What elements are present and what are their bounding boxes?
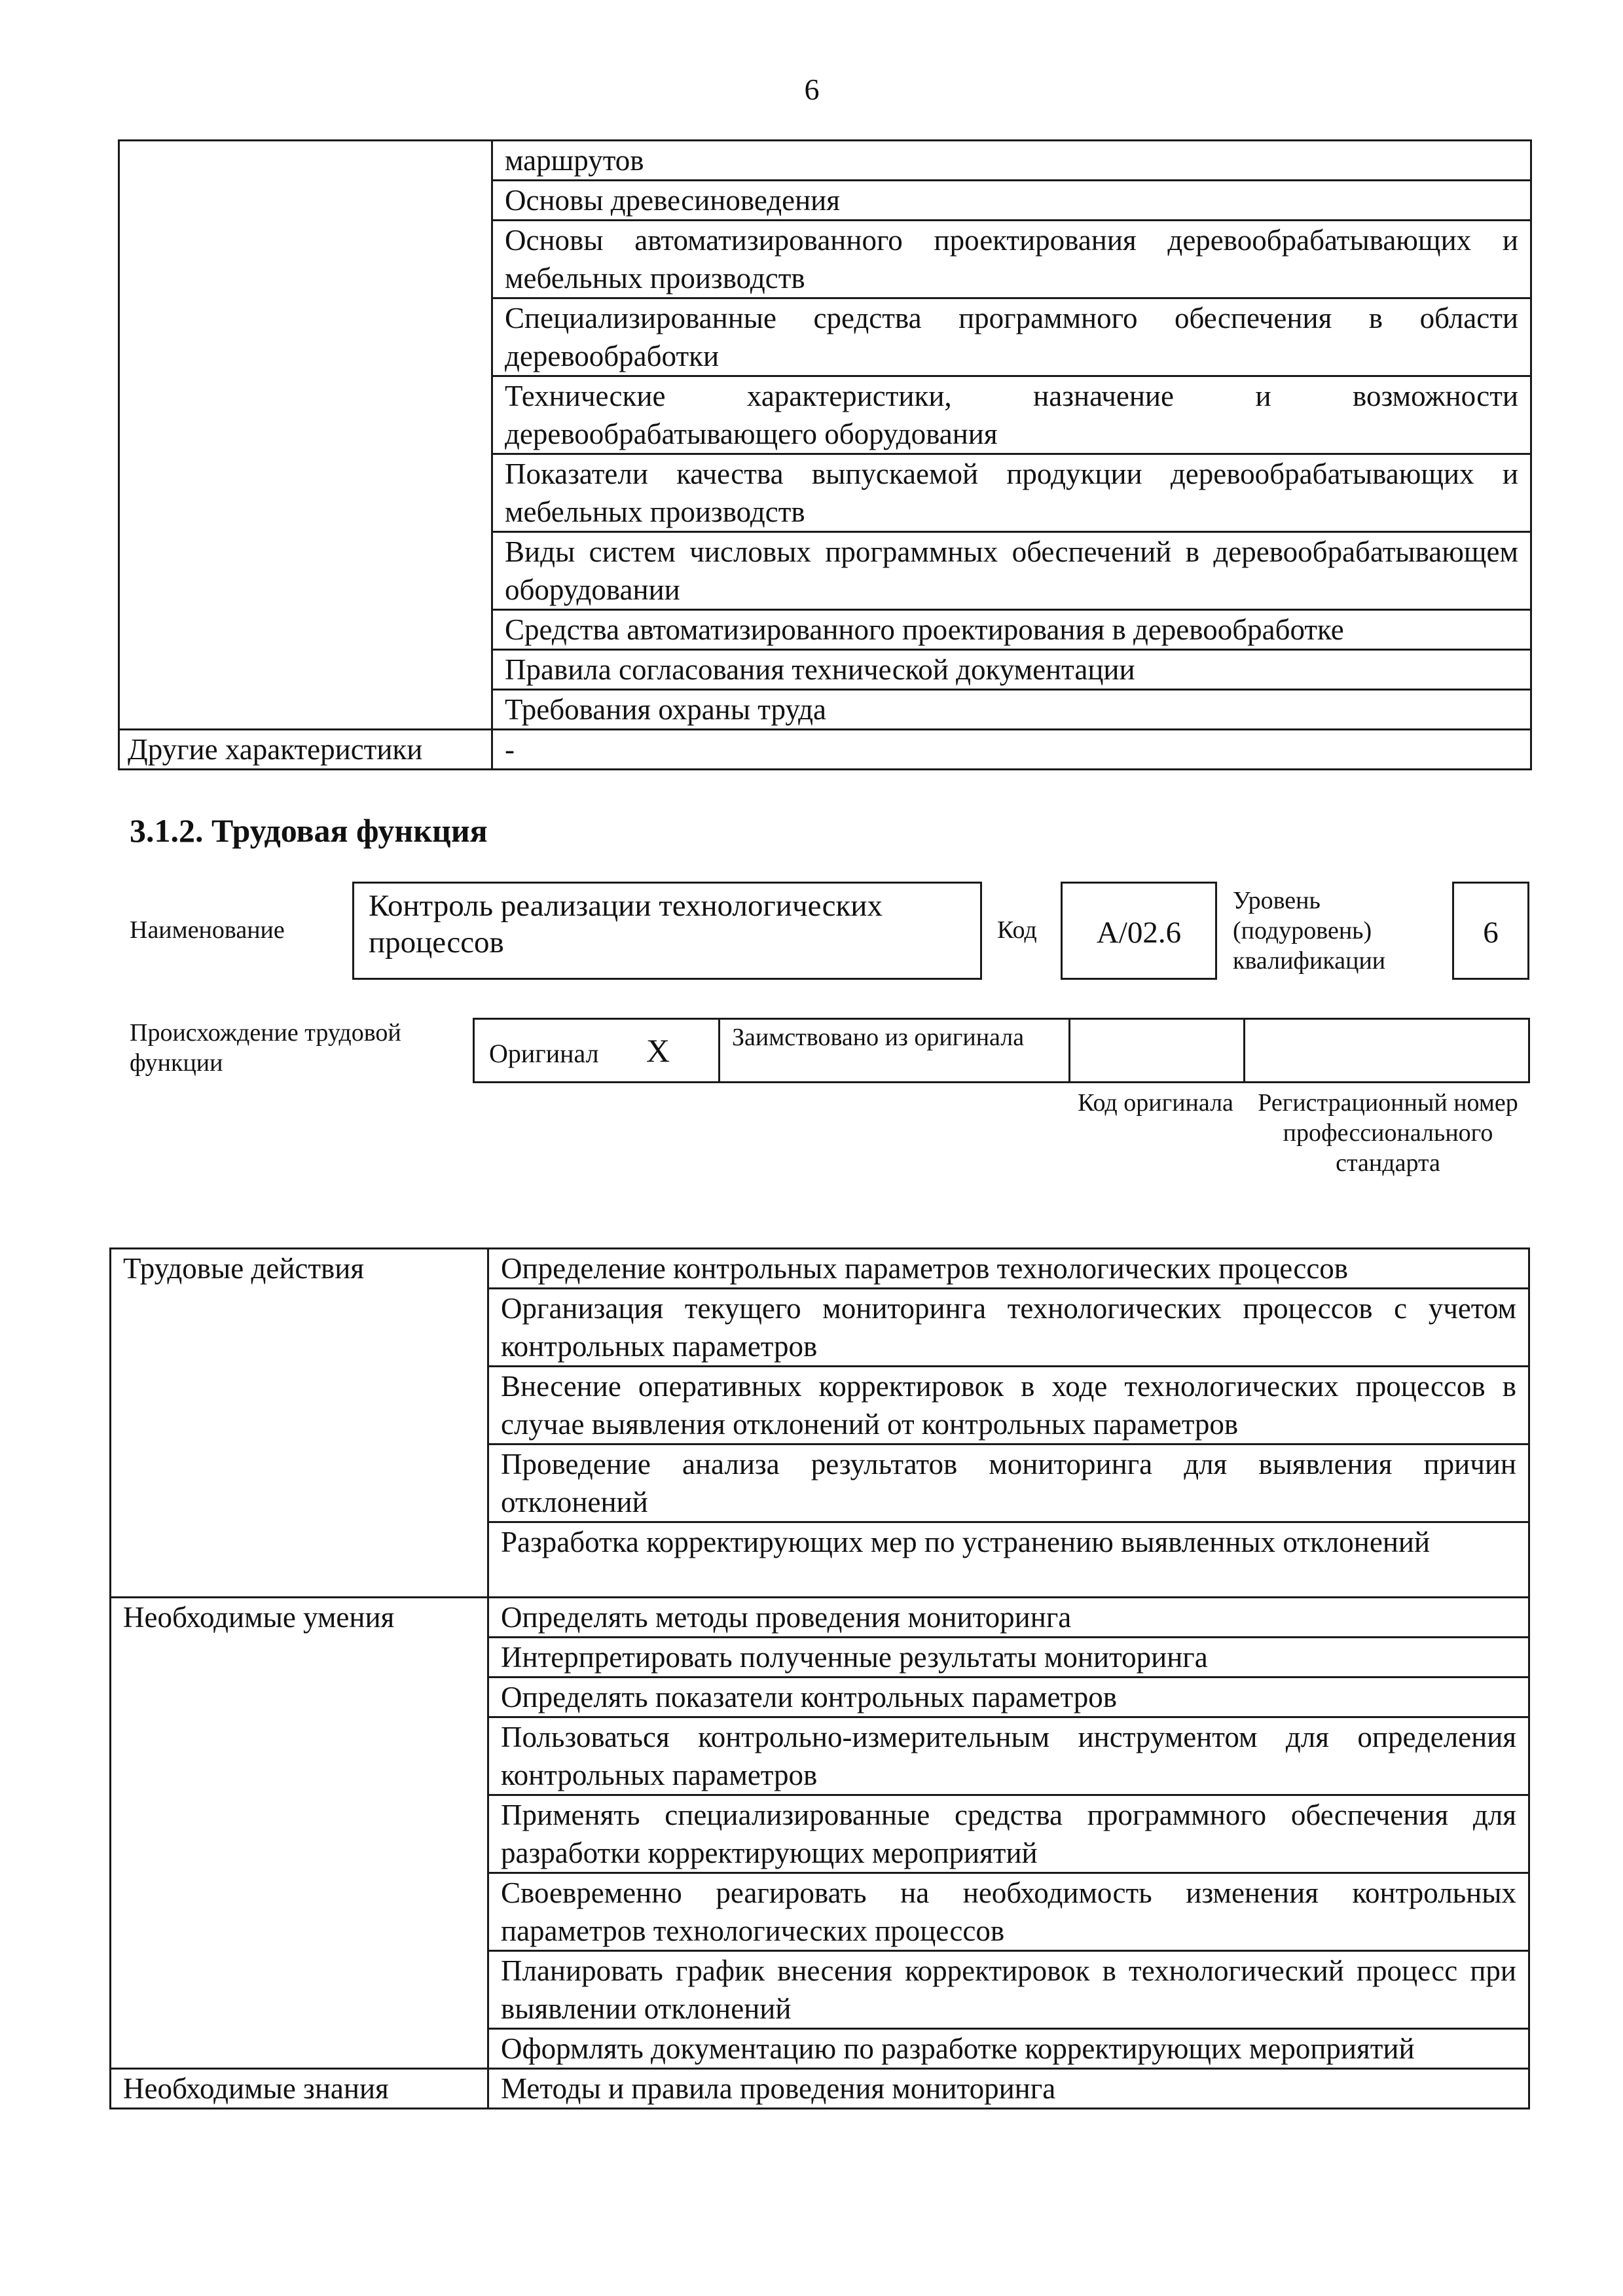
table-row: Своевременно реагировать на необходимость изменения контрольных параметров технологических процессов [488, 1873, 1529, 1951]
function-name-box: Контроль реализации технологических процессов [352, 882, 982, 980]
table-row: Внесение оперативных корректировок в ходе технологических процессов в случае выявления отклонений от контрольных параметров [488, 1367, 1529, 1444]
section-heading: 3.1.2. Трудовая функция [130, 812, 488, 849]
knowledge-table-continued [118, 139, 1532, 770]
table-row: Организация текущего мониторинга технологических процессов с учетом контрольных параметров [488, 1289, 1529, 1367]
level-value-box: 6 [1452, 882, 1529, 980]
other-characteristics-value: - [492, 730, 1531, 770]
table-label-cell-empty [119, 141, 492, 730]
table-row: Планировать график внесения корректировок в технологический процесс при выявлении отклонений [488, 1951, 1529, 2029]
table-row: Применять специализированные средства программного обеспечения для разработки корректирующих мероприятий [488, 1795, 1529, 1873]
table-row: Методы и правила проведения мониторинга [488, 2069, 1529, 2109]
table-row: Требования охраны труда [492, 690, 1531, 730]
page-number: 6 [804, 73, 820, 106]
table-row: Правила согласования технической документации [492, 650, 1531, 690]
table-row: Оформлять документацию по разработке корректирующих мероприятий [488, 2029, 1529, 2069]
table-row: Интерпретировать полученные результаты мониторинга [488, 1638, 1529, 1677]
labor-actions-label: Трудовые действия [111, 1249, 488, 1598]
table-row: Проведение анализа результатов мониторинга для выявления причин отклонений [488, 1444, 1529, 1522]
origin-label: Происхождение трудовой функции [130, 1019, 401, 1077]
original-code-caption: Код оригинала [1078, 1089, 1233, 1117]
other-characteristics-label: Другие характеристики [119, 730, 492, 770]
original-mark: X [646, 1032, 670, 1069]
table-row: Определять методы проведения мониторинга [488, 1598, 1529, 1638]
table-row: маршрутов [492, 141, 1531, 181]
table-row: Средства автоматизированного проектирования в деревообработке [492, 610, 1531, 650]
table-row: Пользоваться контрольно-измерительным инструментом для определения контрольных параметров [488, 1717, 1529, 1795]
original-label: Оригинал [489, 1039, 599, 1068]
borrowed-cell: Заимствовано из оригинала [718, 1018, 1070, 1083]
table-row: Технические характеристики, назначение и возможности деревообрабатывающего оборудования [492, 376, 1531, 454]
name-label: Наименование [130, 916, 285, 944]
registration-number-caption: Регистрационный номер профессионального стандарта [1258, 1089, 1518, 1177]
table-row: Виды систем числовых программных обеспечений в деревообрабатывающем оборудовании [492, 532, 1531, 610]
original-cell [473, 1018, 720, 1083]
table-row: Определение контрольных параметров технологических процессов [488, 1249, 1529, 1289]
original-code-cell [1068, 1018, 1245, 1083]
function-code-box: А/02.6 [1061, 882, 1217, 980]
registration-number-cell [1243, 1018, 1530, 1083]
table-row: Определять показатели контрольных параметров [488, 1677, 1529, 1717]
table-row: Специализированные средства программного обеспечения в области деревообработки [492, 298, 1531, 376]
required-skills-label: Необходимые умения [111, 1598, 488, 2069]
code-label: Код [997, 916, 1037, 944]
table-row: Разработка корректирующих мер по устранению выявленных отклонений [488, 1522, 1529, 1598]
table-row: Основы древесиноведения [492, 181, 1531, 221]
labor-function-table [109, 1247, 1530, 2109]
required-knowledge-label: Необходимые знания [111, 2069, 488, 2109]
level-label: Уровень (подуровень) квалификации [1233, 887, 1386, 975]
table-row: Основы автоматизированного проектирования деревообрабатывающих и мебельных производств [492, 221, 1531, 298]
table-row: Показатели качества выпускаемой продукции деревообрабатывающих и мебельных производств [492, 454, 1531, 532]
